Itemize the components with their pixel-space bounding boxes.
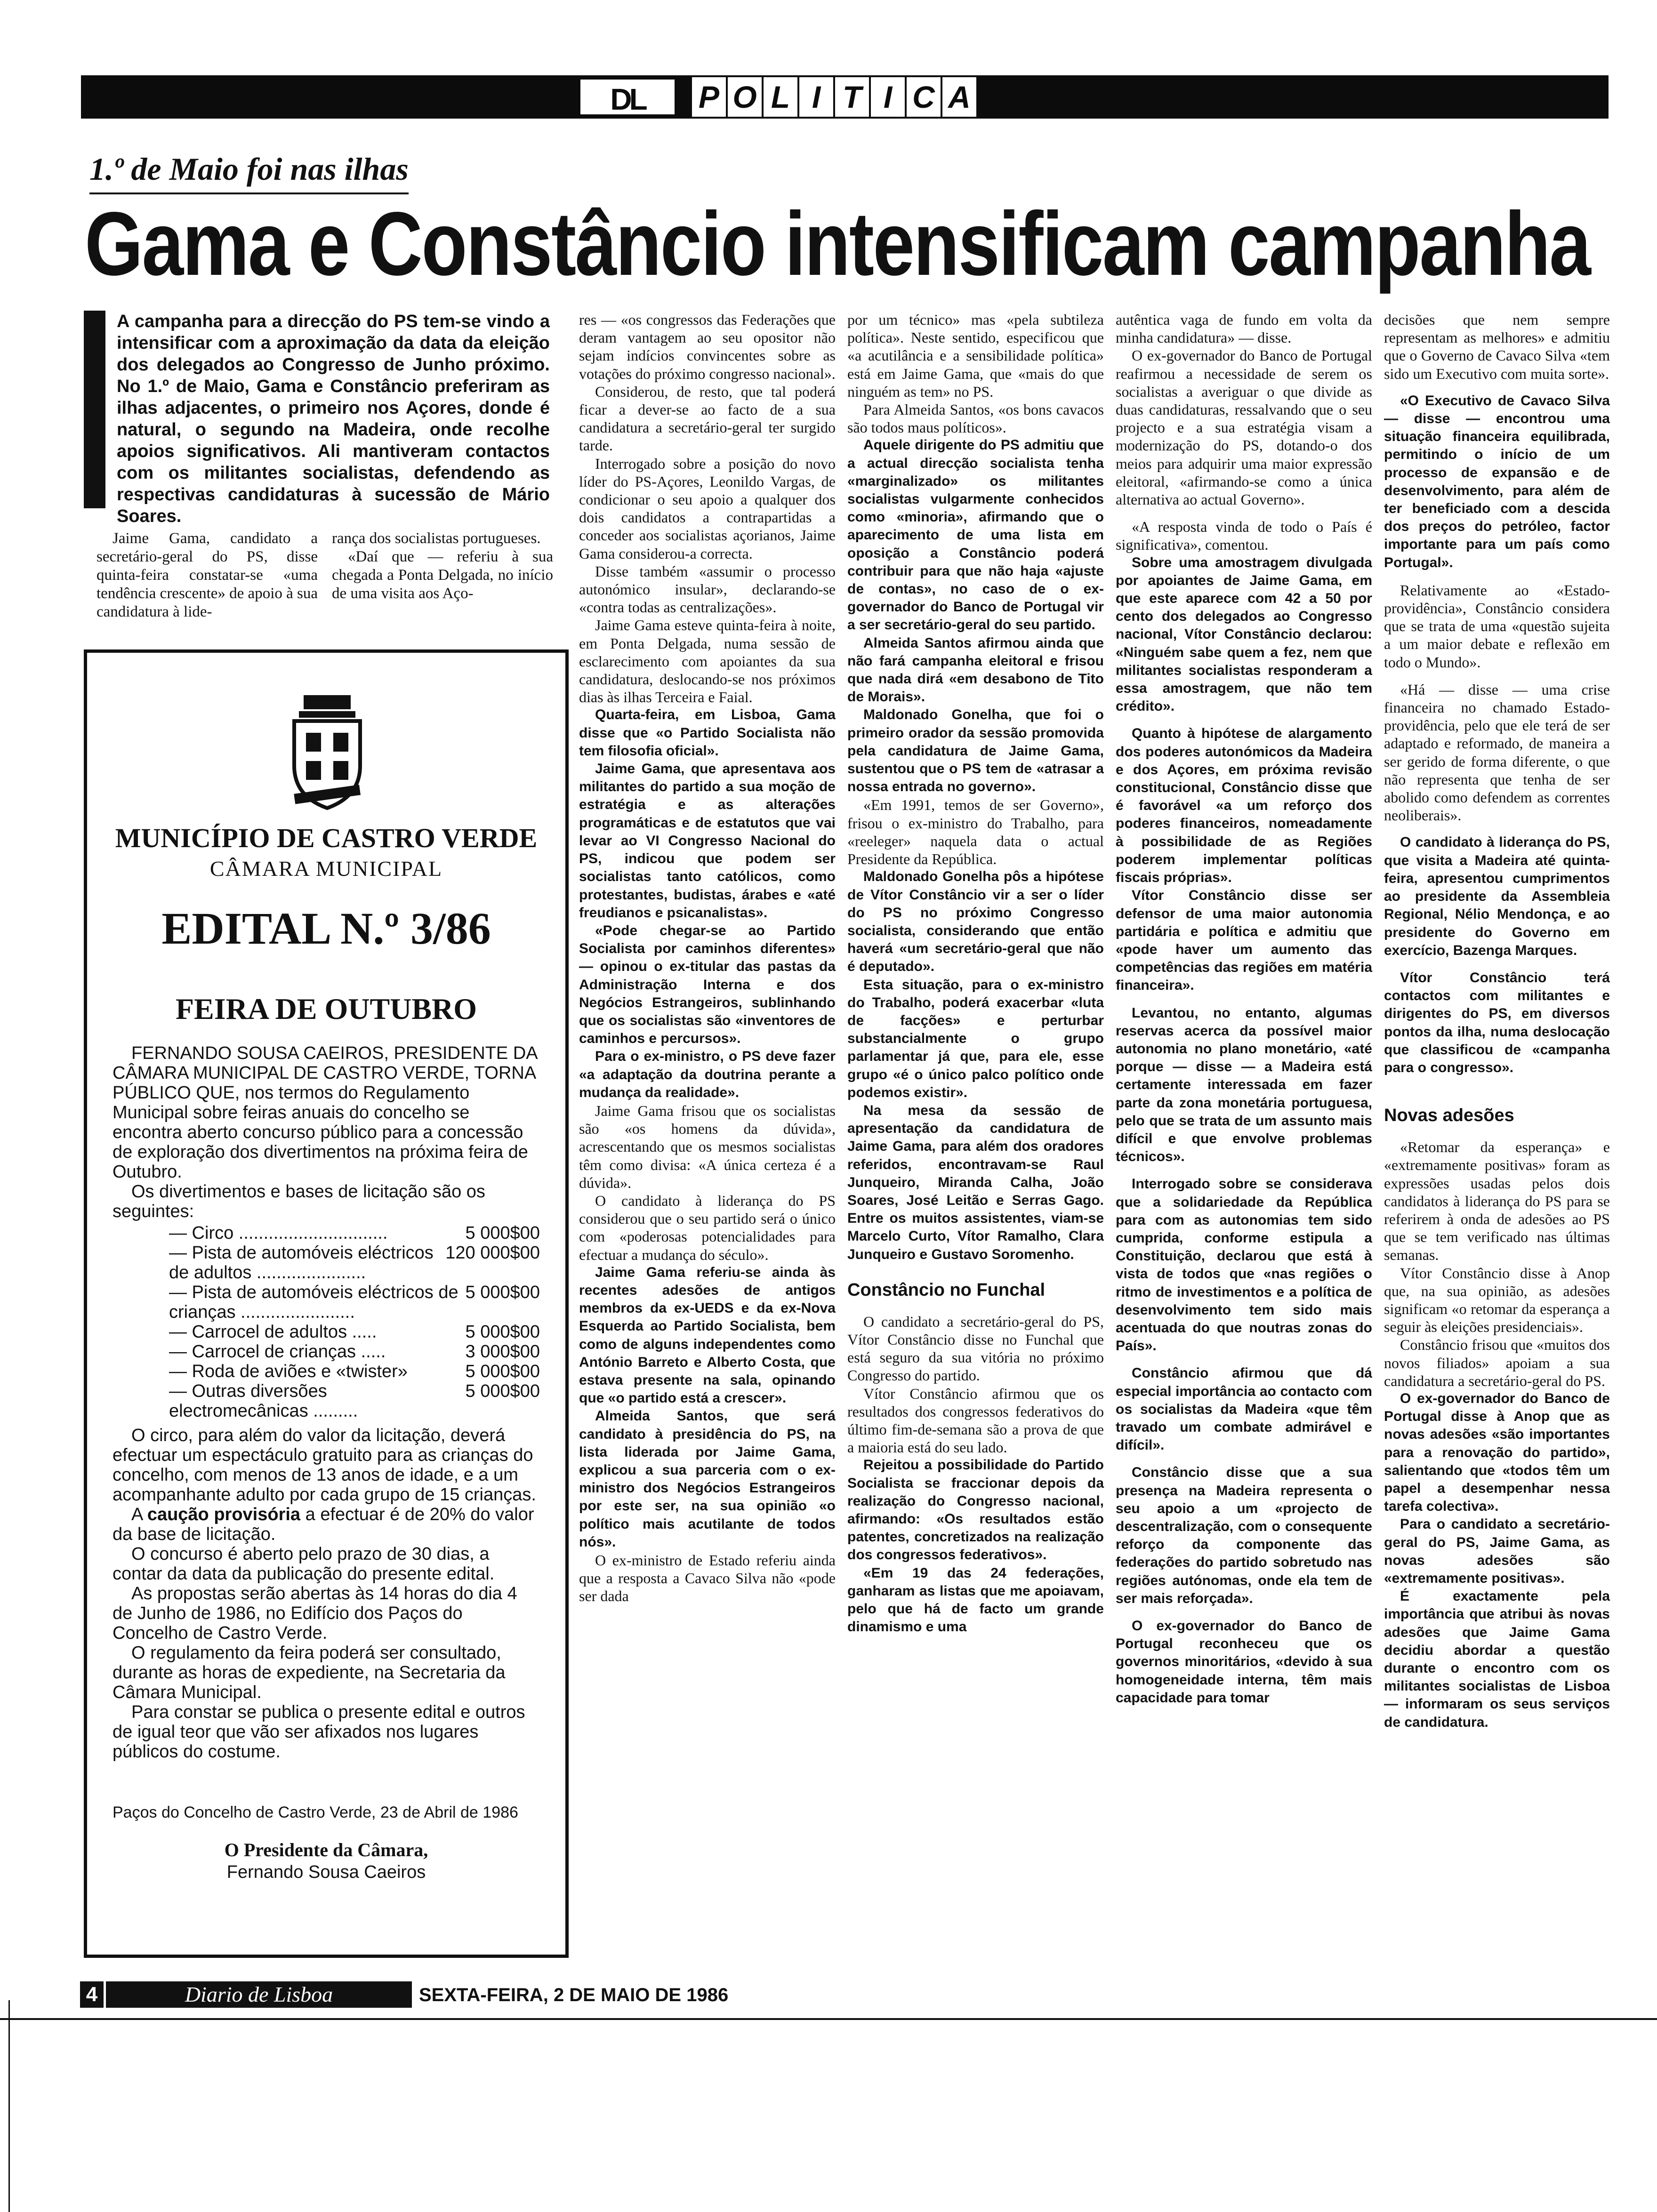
ad-text-bold: caução provisória [147,1505,301,1524]
article-paragraph: «O Executivo de Cavaco Silva — disse — encontrou uma situação financeira equilibrada, permitindo o início de um processo de expansão e de desenvolvimento, para além de ter beneficiado com a descida dos preços do petróleo, factor importante para um país como Portugal». [1384,393,1610,570]
margin-rule [8,2000,10,2212]
ad-signer-title: O Presidente da Câmara, [224,1839,428,1860]
article-lead: A campanha para a direcção do PS tem-se vindo a intensificar com a aproximação da data da eleição dos delegados ao Congresso de Junho próximo. No 1.º de Maio, Gama e Constâncio preferiram as ilhas adjacentes, o primeiro nos Açores, donde é natural, o segundo na Madeira, onde recolhe apoios significativos. Ali mantiveram contactos com os militantes socialistas, defendendo as respectivas candidaturas à sucessão de Mário Soares. [117,312,550,526]
article-paragraph: O ex-governador do Banco de Portugal reafirmou a necessidade de serem os socialistas a averiguar o que divide as duas candidaturas, ressalvando que o seu projecto e a sua estratégia visam a modernização do PS, dotando-o dos meios para adquirir uma maior expressão eleitoral, «afirmando-se como a única alternativa ao actual Governo». [1116,347,1372,508]
article-paragraph: Sobre uma amostragem divulgada por apoiantes de Jaime Gama, em que este aparece com 42 a 50 por cento dos delegados ao Congresso nacional, Vítor Constâncio declarou: «Ninguém sabe quem a fez, nem que militantes socialistas responderam a essa amostragem, que não tem crédito». [1116,554,1372,714]
lead-initial-bar [84,311,105,508]
ad-paragraph: Os divertimentos e bases de licitação são os seguintes: [113,1182,485,1221]
ad-price-row [113,1362,540,1381]
price-value: 5 000$00 [465,1223,540,1243]
article-paragraph: Interrogado sobre se considerava que a solidariedade da República para com as autonomias tem sido cumprida, conforme estipula a Constituição, declarou que está à vista de todos que «nas regiões o ritmo de investimentos e a política de desenvolvimento tem sido mais acentuada do que noutras zonas do País». [1116,1176,1372,1354]
price-value: 120 000$00 [445,1243,540,1263]
article-paragraph: Relativamente ao «Estado-providência», Constâncio considera que se trata de uma «questão sujeita a um maior debate e reflexão em todo o Mundo». [1384,581,1610,671]
article-paragraph: Rejeitou a possibilidade do Partido Socialista se fraccionar depois da realização do Congresso nacional, afirmando: «Os resultados estão patentes, concretizados na realização dos congressos federativos». [847,1457,1104,1563]
ad-price-row [113,1243,540,1282]
price-value: 5 000$00 [465,1362,540,1381]
ad-signer-name: Fernando Sousa Caeiros [226,1862,426,1882]
article-paragraph: O ex-governador do Banco de Portugal disse à Anop que as novas adesões «são importantes para a renovação do partido», salientando que «todos têm um papel a desempenhar nessa tarefa colectiva». [1384,1390,1610,1515]
section-letter: P [692,77,726,117]
article-paragraph: Para Almeida Santos, «os bons cavacos são todos maus políticos». [847,401,1104,436]
article-paragraph: Jaime Gama, candidato a secretário-geral do PS, disse quinta-feira constatar-se «uma tendência crescente» de apoio à sua candidatura à lide- [97,530,318,620]
price-value: 5 000$00 [465,1381,540,1401]
section-label-politica [692,77,976,117]
article-column-4 [1116,311,1372,1707]
article-column-1a [97,529,318,621]
section-letter: L [764,77,797,117]
article-paragraph: Almeida Santos, que será candidato à presidência do PS, na lista liderada por Jaime Gama, explicou a sua parceria com o ex-ministro dos Negócios Estrangeiros por este ser, na sua opinião «o político mais acutilante de todos nós». [579,1408,836,1550]
ad-paragraph: FERNANDO SOUSA CAEIROS, PRESIDENTE DA CÂMARA MUNICIPAL DE CASTRO VERDE, TORNA PÚBLICO QUE, nos termos do Regulamento Municipal sobre feiras anuais do concelho se encontra aberto concurso público para a concessão de exploração dos divertimentos na próxima feira de Outubro. [113,1043,537,1182]
ad-price-row [113,1342,540,1362]
article-paragraph: «Daí que — referiu à sua chegada a Ponta Delgada, no início de uma visita aos Aço- [332,548,553,602]
ad-paragraph: O regulamento da feira poderá ser consultado, durante as horas de expediente, na Secretaria da Câmara Municipal. [113,1643,506,1702]
ad-price-row [113,1381,540,1421]
article-paragraph: Vítor Constâncio terá contactos com militantes e dirigentes do PS, em diversos pontos da ilha, numa deslocação que classificou de «campanha para o congresso». [1384,970,1610,1075]
article-paragraph: Maldonado Gonelha pôs a hipótese de Vítor Constâncio vir a ser o líder do PS no próximo Congresso socialista, considerando que então haverá «um secretário-geral que não é deputado». [847,869,1104,975]
article-paragraph: Constâncio afirmou que dá especial importância ao contacto com os socialistas da Madeira «que têm travado um combate admirável e difícil». [1116,1365,1372,1453]
article-paragraph: Jaime Gama referiu-se ainda às recentes adesões de antigos membros da ex-UEDS e da ex-Nova Esquerda ao Partido Socialista, bem como de alguns independentes como António Barreto e Alberto Costa, que estava presente na sala, opinando que «o partido está a crescer». [579,1264,836,1406]
article-paragraph: decisões que nem sempre representam as melhores» e admitiu que o Governo de Cavaco Silva «tem sido um Executivo com muita sorte». [1384,311,1610,382]
article-paragraph: «Retomar da esperança» e «extremamente positivas» foram as expressões usadas pelos dois candidatos à liderança do PS para se referirem à onda de adesões ao PS que se tem verificado nas últimas semanas. [1384,1138,1610,1264]
article-paragraph: É exactamente pela importância que atribui às novas adesões que Jaime Gama decidiu abordar a questão durante o encontro com os militantes socialistas de Lisboa — informaram os seus serviços de candidatura. [1384,1588,1610,1730]
article-subhead: Novas adesões [1384,1106,1514,1126]
section-letter: I [871,77,905,117]
ad-paragraph: O concurso é aberto pelo prazo de 30 dias, a contar da data da publicação do presente edital. [113,1544,495,1584]
article-paragraph: Quanto à hipótese de alargamento dos poderes autonómicos da Madeira e dos Açores, em próxima revisão constitucional, Constâncio disse que é favorável «a um reforço dos poderes financeiros, nomeadamente à possibilidade de as Regiões poderem implementar políticas fiscais próprias». [1116,726,1372,886]
ad-paragraph [113,1505,540,1544]
price-label: — Carrocel de adultos ..... [169,1322,377,1342]
article-paragraph: rança dos socialistas portugueses. [332,530,541,547]
article-paragraph: O candidato a secretário-geral do PS, Vítor Constâncio disse no Funchal que está seguro da sua vitória no próximo Congresso do partido. [847,1313,1104,1384]
municipal-edict-ad [84,649,569,1958]
price-label: — Carrocel de crianças ..... [169,1342,386,1362]
footer-date: SEXTA-FEIRA, 2 DE MAIO DE 1986 [419,1985,729,2005]
ad-text: A [131,1505,143,1524]
footer-rule [0,2018,1657,2020]
article-kicker: 1.º de Maio foi nas ilhas [89,151,409,194]
article-paragraph: Vítor Constâncio afirmou que os resultados dos congressos federativos do último fim-de-semana são a prova de que a maioria está do seu lado. [847,1385,1104,1456]
article-paragraph: Quarta-feira, em Lisboa, Gama disse que «o Partido Socialista não tem filosofia oficial». [579,707,836,759]
price-label: — Pista de automóveis eléctricos de crianças ....................... [169,1282,458,1322]
price-label: — Roda de aviões e «twister» [169,1362,408,1381]
article-paragraph: Disse também «assumir o processo autonómico insular», declarando-se «contra todas as centralizações». [579,562,836,616]
ad-date: Paços do Concelho de Castro Verde, 23 de Abril de 1986 [113,1803,518,1821]
article-paragraph: «Em 1991, temos de ser Governo», frisou o ex-ministro do Trabalho, para «reeleger» naquela data o actual Presidente da República. [847,796,1104,868]
article-paragraph: res — «os congressos das Federações que deram vantagem ao seu opositor não sejam indícios convincentes sobre as votações do próximo congresso nacional». [579,311,836,382]
article-subhead: Constâncio no Funchal [847,1280,1046,1300]
article-paragraph: Vítor Constâncio disse ser defensor de uma maior autonomia partidária e política e admitiu que «pode haver um aumento das competências das regiões em matéria financeira». [1116,888,1372,994]
newspaper-logo: DL [578,77,677,117]
ad-body [113,1043,540,1762]
section-letter: I [799,77,833,117]
article-column-3 [847,311,1104,1636]
article-paragraph: Na mesa da sessão de apresentação da candidatura de Jaime Gama, para além dos oradores referidos, encontravam-se Raul Junqueiro, Miranda Calha, João Soares, José Leitão e Serras Gago. Entre os muitos assistentes, viam-se Marcelo Curto, Vítor Ramalho, Clara Junqueiro e Gustavo Soromenho. [847,1102,1104,1262]
ad-paragraph: As propostas serão abertas às 14 horas do dia 4 de Junho de 1986, no Edifício dos Paços do Concelho de Castro Verde. [113,1584,517,1643]
article-paragraph: Jaime Gama, que apresentava aos militantes do partido a sua moção de estratégia e as alterações programáticas e de estatutos que vai levar ao VI Congresso Nacional do PS, indicou que podem ser socialistas tanto católicos, como protestantes, budistas, árabes e «até freudianos e psicanalistas». [579,761,836,921]
article-column-5 [1384,311,1610,1731]
ad-paragraph: Para constar se publica o presente edital e outros de igual teor que vão ser afixados nos lugares públicos do costume. [113,1702,525,1762]
article-paragraph: Esta situação, para o ex-ministro do Trabalho, poderá exacerbar «luta de facções» e perturbar substancialmente o grupo parlamentar já que, para ele, esse grupo «é o único palco político onde podemos existir». [847,977,1104,1100]
footer-paper-name: Diario de Lisboa [106,1981,412,2008]
article-column-1b [332,529,553,603]
price-label: — Outras diversões electromecânicas ......... [169,1381,358,1421]
article-paragraph: O candidato à liderança do PS considerou que o seu partido será o único com «poderosas potencialidades para efectuar a mudança do século». [579,1192,836,1263]
article-paragraph: Constâncio frisou que «muitos dos novos filiados» apoiam a sua candidatura a secretário-geral do PS. [1384,1336,1610,1389]
article-paragraph: Almeida Santos afirmou ainda que não fará campanha eleitoral e frisou que nada dirá «em desabono de Tito de Morais». [847,635,1104,705]
article-paragraph: Interrogado sobre a posição do novo líder do PS-Açores, Leonildo Vargas, de condicionar o seu apoio a qualquer dos dois candidatos a contrapartidas a conceder aos socialistas açorianos, Jaime Gama considerou-a correcta. [579,455,836,562]
price-value: 3 000$00 [465,1342,540,1362]
article-paragraph: O candidato à liderança do PS, que visita a Madeira até quinta-feira, apresentou cumprimentos ao presidente da Assembleia Regional, Nélio Mendonça, e ao presidente do Governo em exercício, Bazenga Marques. [1384,834,1610,958]
article-paragraph: «Há — disse — uma crise financeira no chamado Estado-providência, pelo que ele terá de ser adaptado e reformado, de maneira a ser gerido de forma diferente, o que não representa que tenha de ser abolido como defendem as correntes neoliberais». [1384,681,1610,824]
section-letter: T [835,77,869,117]
article-paragraph: Para o candidato a secretário-geral do PS, Jaime Gama, as novas adesões são «extremamente positivas». [1384,1516,1610,1586]
section-letter: A [942,77,976,117]
article-paragraph: Jaime Gama frisou que os socialistas são «os homens da dúvida», acrescentando que os mesmos socialistas têm como divisa: «A única certeza é a dúvida». [579,1102,836,1191]
article-paragraph: O ex-governador do Banco de Portugal reconheceu que os governos minoritários, «devido à sua homogeneidade interna, têm mais capacidade para tomar [1116,1618,1372,1706]
municipal-crest-icon [285,695,370,813]
price-label: — Pista de automóveis eléctricos de adultos ...................... [169,1243,434,1282]
ad-fair-title: FEIRA DE OUTUBRO [175,992,477,1026]
article-paragraph: «Pode chegar-se ao Partido Socialista por caminhos diferentes» — opinou o ex-titular das pastas da Administração Interna e dos Negócios Estrangeiros, sublinhando que os socialistas são «inventores de caminhos e percursos». [579,922,836,1047]
ad-price-row [113,1282,540,1322]
article-column-2 [579,311,836,1605]
article-paragraph: Considerou, de resto, que tal poderá ficar a dever-se ao facto de a sua candidatura a secretário-geral ter surgido tarde. [579,383,836,454]
ad-text: a efectuar é de 20% do valor da base de licitação. [113,1505,534,1544]
article-paragraph: Jaime Gama esteve quinta-feira à noite, em Ponta Delgada, numa sessão de esclarecimento com apoiantes da sua candidatura, deslocando-se nos próximos dias às ilhas Terceira e Faial. [579,617,836,706]
footer-page-number: 4 [80,1981,104,2008]
ad-chamber: CÂMARA MUNICIPAL [209,857,443,881]
price-value: 5 000$00 [465,1322,540,1342]
ad-price-list [113,1223,540,1421]
article-paragraph: autêntica vaga de fundo em volta da minha candidatura» — disse. [1116,311,1372,346]
article-paragraph: Levantou, no entanto, algumas reservas acerca da possível maior autonomia no plano monetário, «até porque — disse — a Madeira está certamente interessada em fazer parte da zona monetária portuguesa, pelo que se trata de um assunto mais difícil e que envolve problemas técnicos». [1116,1005,1372,1165]
price-label: — Circo .............................. [169,1223,388,1243]
article-paragraph: Vítor Constâncio disse à Anop que, na sua opinião, as adesões significam «o retomar da esperança a seguir às eleições presidenciais». [1384,1264,1610,1336]
section-letter: C [907,77,941,117]
ad-edict-title: EDITAL N.º 3/86 [161,903,491,954]
article-headline: Gama e Constâncio intensificam campanha [85,193,1590,294]
ad-price-row [113,1223,540,1243]
article-paragraph: Constâncio disse que a sua presença na Madeira representa o seu apoio a um «projecto de descentralização, com o consequente reforço da componente das federações do partido sobretudo nas regiões autónomas, onde ela tem de ser mais reforçada». [1116,1465,1372,1606]
article-paragraph: O ex-ministro de Estado referiu ainda que a resposta a Cavaco Silva não «pode ser dada [579,1552,836,1605]
article-paragraph: Maldonado Gonelha, que foi o primeiro orador da sessão promovida pela candidatura de Jaime Gama, sustentou que o PS tem de «atrasar a nossa entrada no governo». [847,707,1104,795]
article-paragraph: Aquele dirigente do PS admitiu que a actual direcção socialista tenha «marginalizado» os militantes socialistas vulgarmente conhecidos como «minoria», afirmando que o aparecimento de uma lista em oposição a Constâncio poderá contribuir para que não haja «ajuste de contas», no caso de o ex-governador do Banco de Portugal vir a ser secretário-geral do seu partido. [847,437,1104,633]
price-value: 5 000$00 [465,1282,540,1302]
article-paragraph: por um técnico» mas «pela subtileza política». Neste sentido, especificou que «a acutilância e a sensibilidade política» está em Jaime Gama, que «mais do que ninguém as tem» no PS. [847,311,1104,400]
ad-municipality: MUNICÍPIO DE CASTRO VERDE [115,823,538,853]
ad-paragraph: O circo, para além do valor da licitação, deverá efectuar um espectáculo gratuito para as crianças do concelho, com menos de 13 anos de idade, e a um acompanhante adulto por cada grupo de 15 crianças. [113,1426,536,1505]
article-paragraph: «Em 19 das 24 federações, ganharam as listas que me apoiavam, pelo que há de facto um grande dinamismo e uma [847,1565,1104,1635]
ad-price-row [113,1322,540,1342]
article-paragraph: «A resposta vinda de todo o País é significativa», comentou. [1116,518,1372,553]
article-paragraph: Para o ex-ministro, o PS deve fazer «a adaptação da doutrina perante a mudança da realidade». [579,1049,836,1100]
section-letter: O [728,77,762,117]
